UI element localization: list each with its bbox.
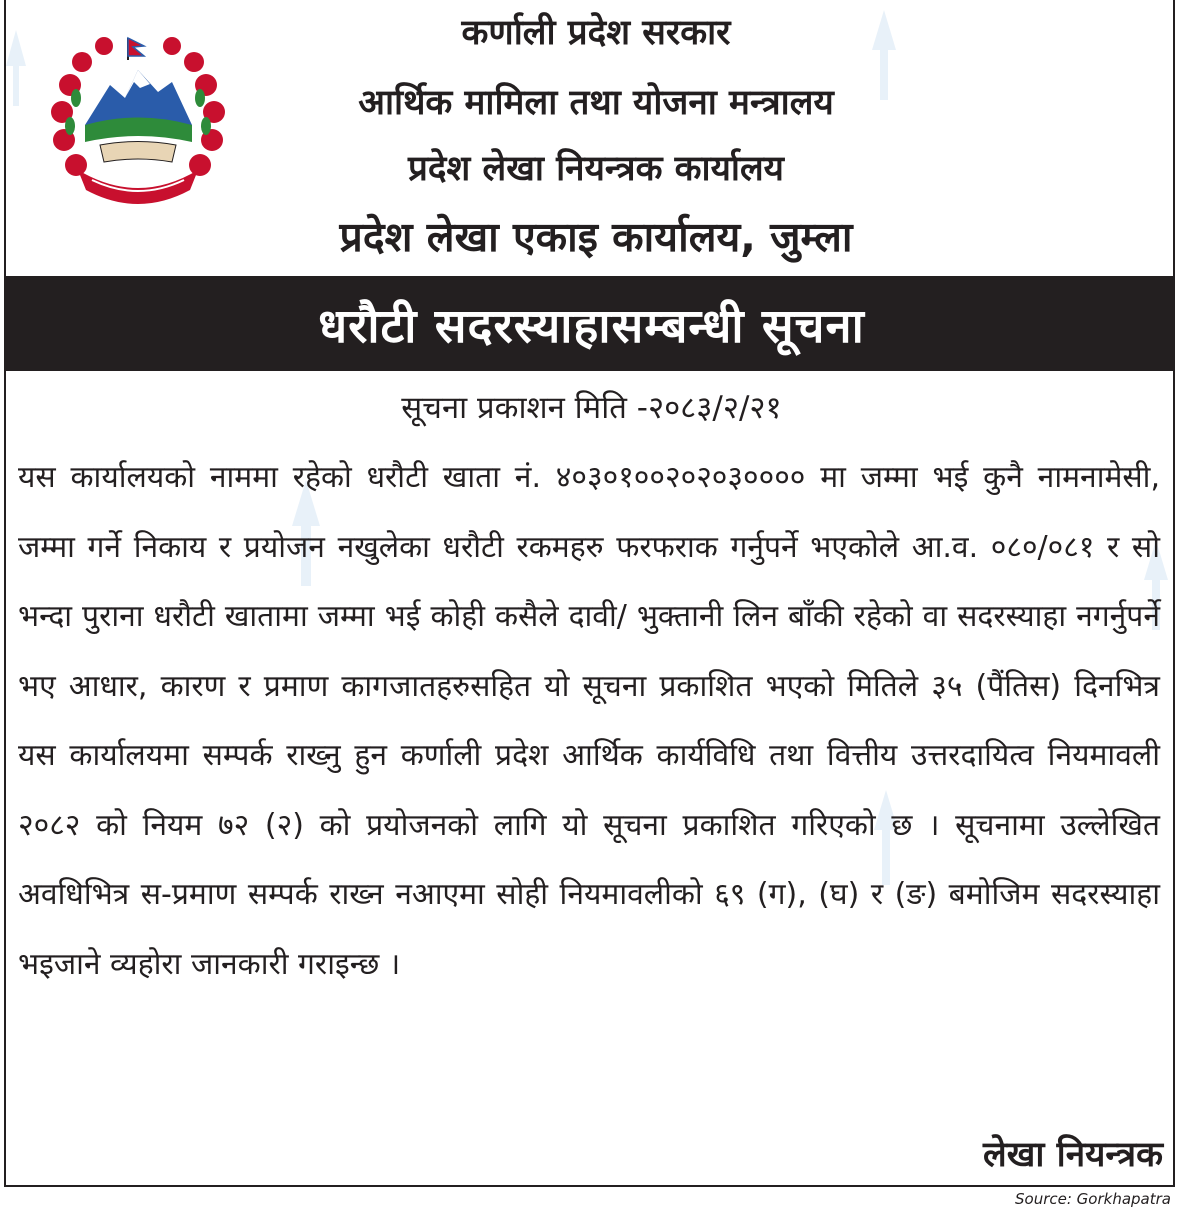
header-province-government: कर्णाली प्रदेश सरकार [461,13,731,53]
notice-title: धरौटी सदरस्याहासम्बन्धी सूचना [318,298,865,354]
header-controller-office: प्रदेश लेखा नियन्त्रक कार्यालय [408,149,784,189]
nepal-government-emblem-icon [40,30,236,206]
publication-date: सूचना प्रकाशन मिति -२०८३/२/२१ [401,390,782,426]
header-ministry: आर्थिक मामिला तथा योजना मन्त्रालय [358,83,834,123]
notice-title-banner [6,276,1175,371]
notice-frame [4,0,1175,1187]
header-unit-office: प्रदेश लेखा एकाइ कार्यालय, जुम्ला [339,213,853,261]
signature-title: लेखा नियन्त्रक [983,1135,1163,1175]
source-credit: Source: Gorkhapatra [1015,1190,1171,1208]
notice-body: यस कार्यालयको नाममा रहेको धरौटी खाता नं. ४०३०१००२०२०३०००० मा जम्मा भई कुनै नामनामेसी, जम्मा गर्ने निकाय र प्रयोजन नखुलेका धरौटी रकमहरु फरफराक गर्नुपर्ने भएकोले आ.व. ०८०/०८१ र सो भन्दा पुराना धरौटी खातामा जम्मा भई कोही कसैले दावी/ भुक्तानी लिन बाँकी रहेको वा सदरस्याहा नगर्नुपर्ने भए आधार, कारण र प्रमाण कागजातहरुसहित यो सूचना प्रकाशित भएको मितिले ३५ (पैंतिस) दिनभित्र यस कार्यालयमा सम्पर्क राख्नु हुन कर्णाली प्रदेश आर्थिक कार्यविधि तथा वित्तीय उत्तरदायित्व नियमावली २०८२ को नियम ७२ (२) को प्रयोजनको लागि यो सूचना प्रकाशित गरिएको छ । सूचनामा उल्लेखित अवधिभित्र स-प्रमाण सम्पर्क राख्न नआएमा सोही नियमावलीको ६९ (ग), (घ) र (ङ) बमोजिम सदरस्याहा भइजाने व्यहोरा जानकारी गराइन्छ । [18,460,1160,982]
